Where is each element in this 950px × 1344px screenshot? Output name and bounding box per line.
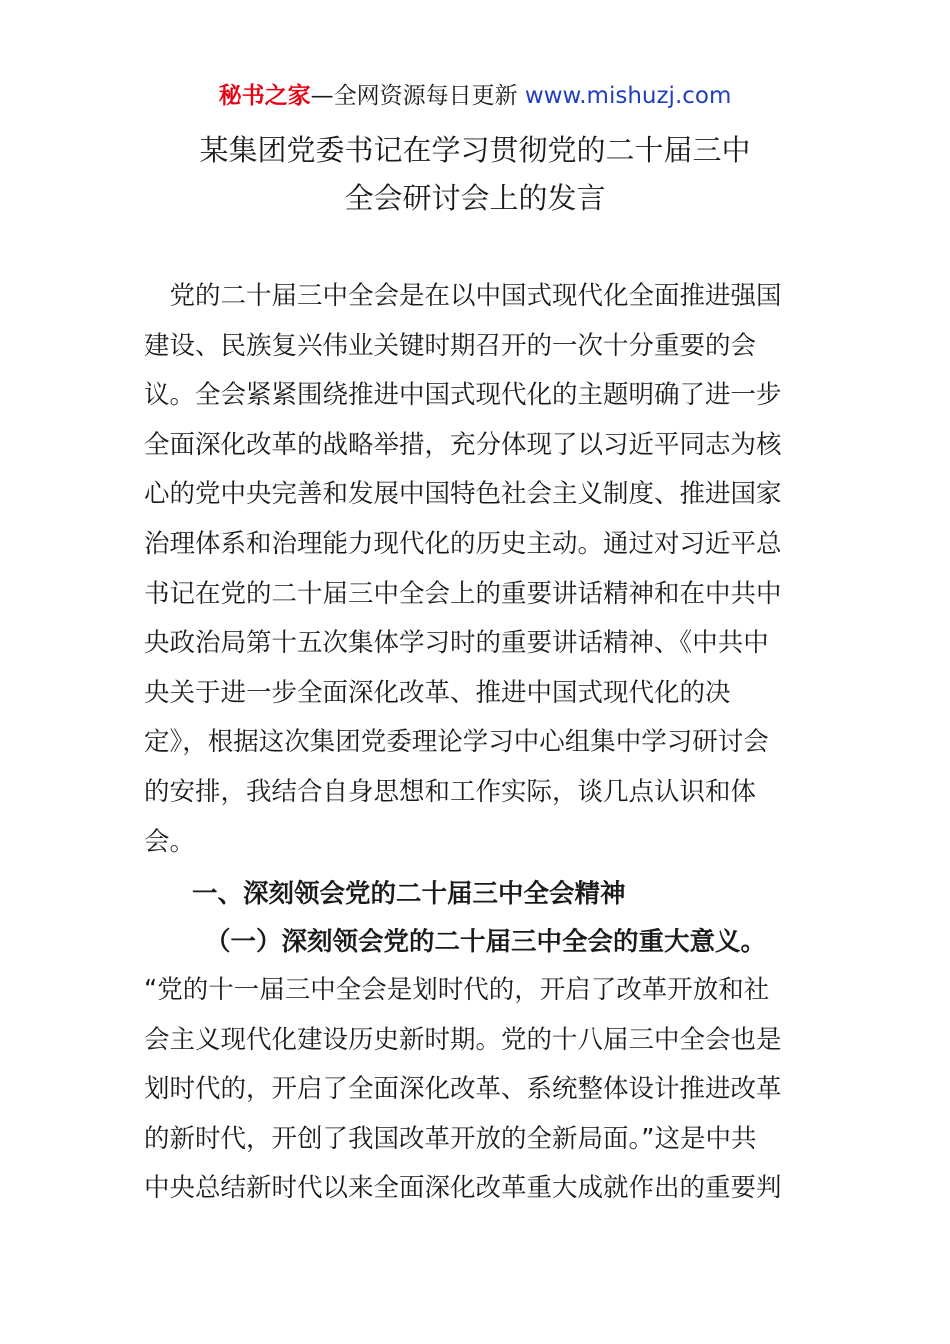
paragraph-line: 书记在党的二十届三中全会上的重要讲话精神和在中共中	[144, 578, 782, 609]
paragraph-line: 的新时代，开创了我国改革开放的全新局面。”这是中共	[144, 1123, 757, 1154]
paragraph-line: 的安排，我结合自身思想和工作实际，谈几点认识和体	[144, 776, 757, 807]
subsection-heading: （一）深刻领会党的二十届三中全会的重大意义。	[205, 927, 767, 957]
intro-paragraph	[144, 272, 794, 867]
header-banner	[0, 80, 950, 112]
title-line-1: 某集团党委书记在学习贯彻党的二十届三中	[199, 133, 751, 167]
banner-tagline: —全网资源每日更新	[310, 83, 518, 109]
paragraph-line: 建设、民族复兴伟业关键时期召开的一次十分重要的会	[144, 330, 757, 361]
paragraph-line: 中央总结新时代以来全面深化改革重大成就作出的重要判	[144, 1173, 782, 1204]
brand-name: 秘书之家	[218, 83, 311, 109]
document-title	[100, 126, 850, 222]
paragraph-line: 全面深化改革的战略举措，充分体现了以习近平同志为核	[144, 429, 782, 460]
paragraph-line: 央政治局第十五次集体学习时的重要讲话精神、《中共中	[144, 628, 769, 659]
body-paragraph	[144, 966, 794, 1214]
website-link[interactable]: www.mishuzj.com	[524, 83, 732, 109]
paragraph-line: 议。全会紧紧围绕推进中国式现代化的主题明确了进一步	[144, 380, 782, 411]
paragraph-line: 心的党中央完善和发展中国特色社会主义制度、推进国家	[144, 479, 782, 510]
section-heading: 一、深刻领会党的二十届三中全会精神	[192, 879, 626, 909]
paragraph-line: 央关于进一步全面深化改革、推进中国式现代化的决	[144, 677, 731, 708]
title-line-2: 全会研讨会上的发言	[344, 181, 606, 215]
paragraph-line: 划时代的，开启了全面深化改革、系统整体设计推进改革	[144, 1074, 782, 1105]
paragraph-line: 治理体系和治理能力现代化的历史主动。通过对习近平总	[144, 528, 782, 559]
paragraph-line: 党的二十届三中全会是在以中国式现代化全面推进强国	[144, 281, 782, 311]
paragraph-line: 会。	[144, 826, 196, 857]
paragraph-line: 会主义现代化建设历史新时期。党的十八届三中全会也是	[144, 1024, 782, 1055]
paragraph-line: “党的十一届三中全会是划时代的，开启了改革开放和社	[144, 975, 770, 1005]
paragraph-line: 定》，根据这次集团党委理论学习中心组集中学习研讨会	[144, 727, 769, 758]
